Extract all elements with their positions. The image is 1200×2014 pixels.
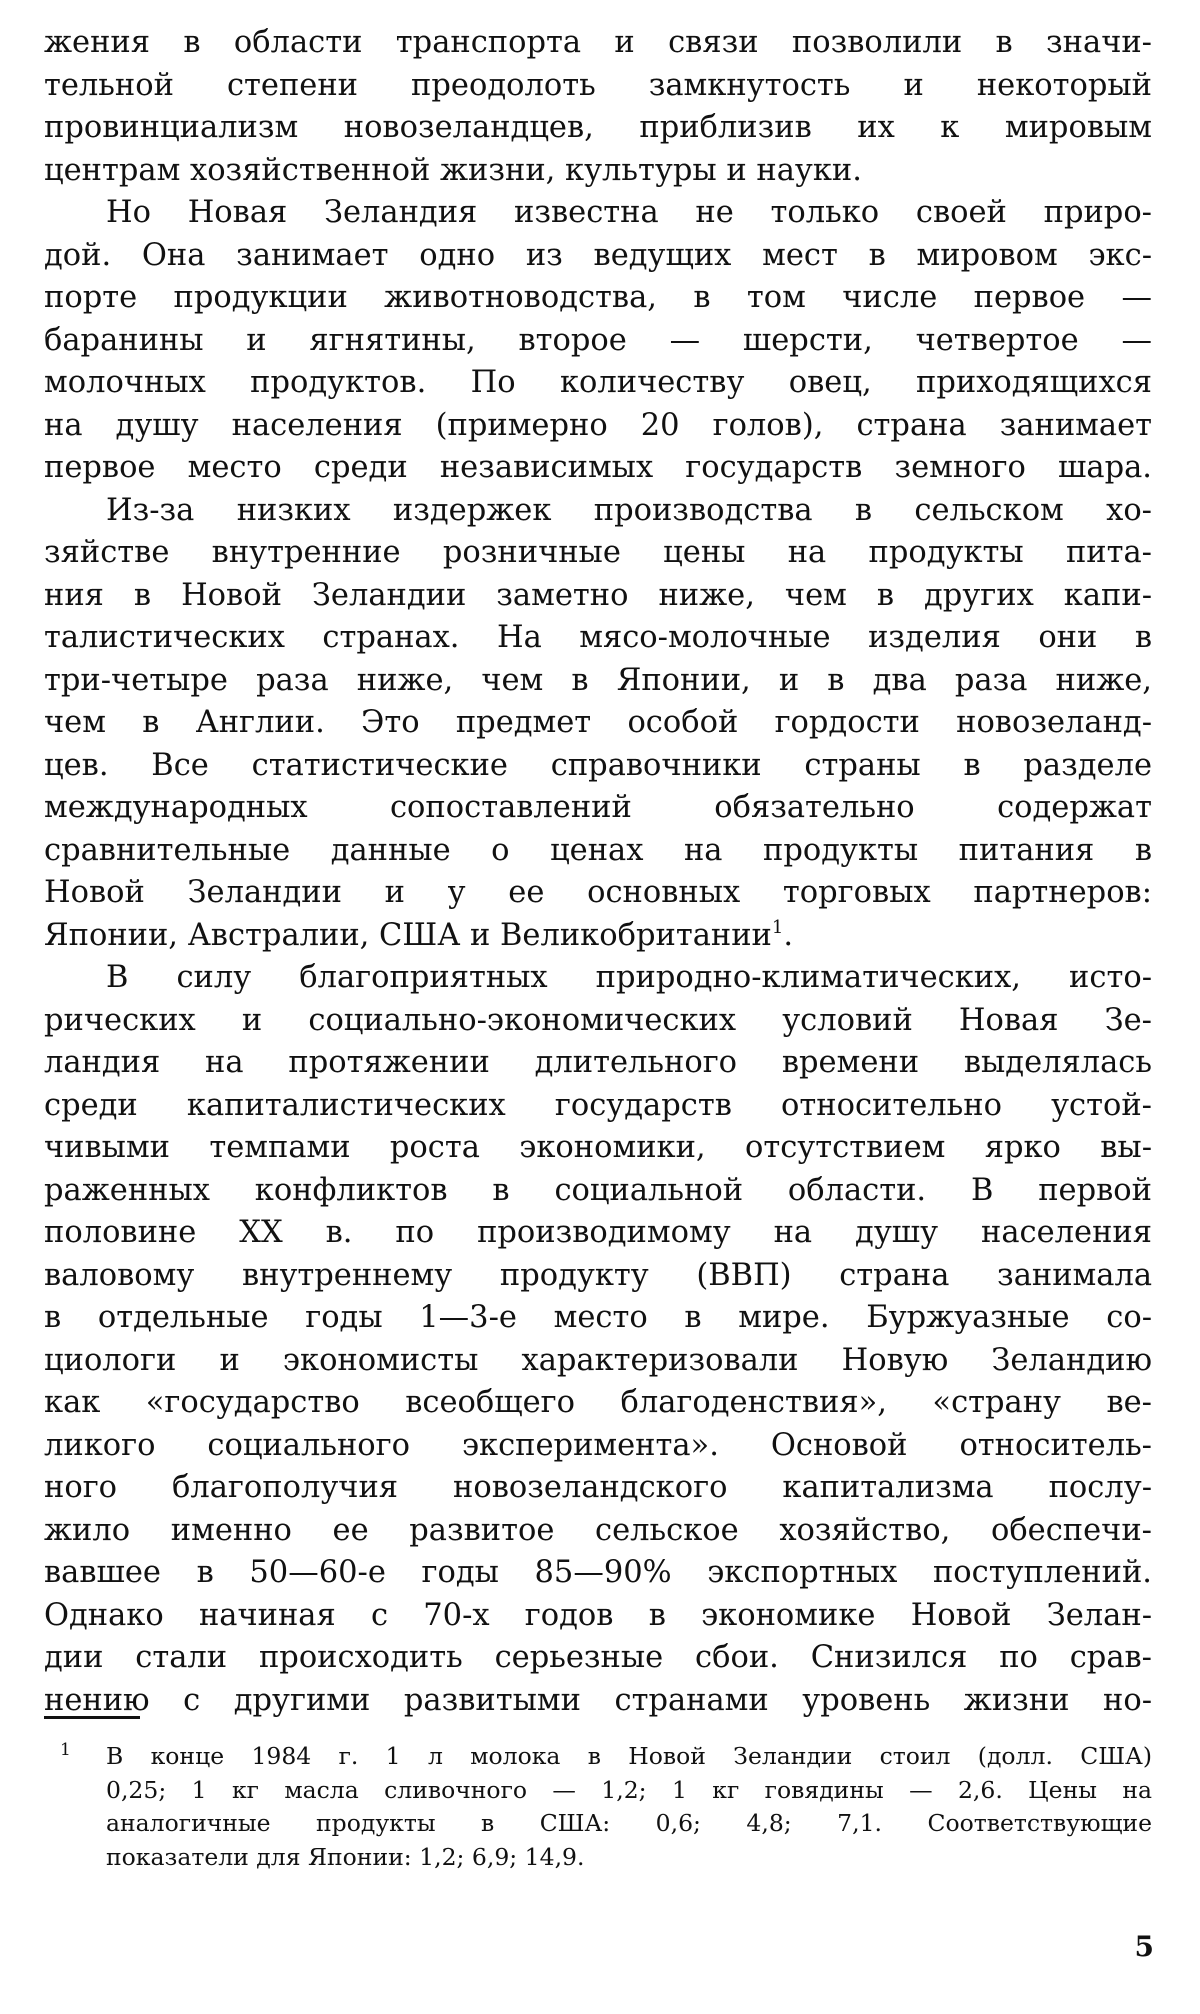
- text-line: цев. Все статистические справочники страны в разделе: [44, 747, 1152, 783]
- text-line: на душу населения (примерно 20 голов), страна занимает: [44, 407, 1152, 443]
- text-line: в отдельные годы 1—3-е место в мире. Буржуазные со-: [44, 1300, 1152, 1335]
- text-line: международных сопоставлений обязательно содержат: [44, 790, 1152, 825]
- text-line: тельной степени преодолоть замкнутость и некоторый: [44, 67, 1152, 103]
- text-line: среди капиталистических государств относительно устой-: [44, 1087, 1152, 1123]
- text-line: Однако начиная с 70-х годов в экономике Новой Зелан-: [44, 1597, 1152, 1633]
- footnote-marker: 1: [60, 1740, 71, 1760]
- text-line: В силу благоприятных природно-климатических, исто-: [106, 960, 1152, 995]
- footnote-line: 0,25; 1 кг масла сливочного — 1,2; 1 кг говядины — 2,6. Цены на: [106, 1775, 1152, 1804]
- footnote-line: аналогичные продукты в США: 0,6; 4,8; 7,1. Соответствующие: [106, 1809, 1152, 1837]
- footnote-reference[interactable]: 1: [771, 916, 784, 938]
- text-line: молочных продуктов. По количеству овец, приходящихся: [44, 365, 1152, 400]
- footnote: [44, 1740, 1152, 1874]
- text-line: чем в Англии. Это предмет особой гордости новозеланд-: [44, 705, 1152, 740]
- footnote-divider: [44, 1716, 140, 1719]
- text-line: рических и социально-экономических условий Новая Зе-: [44, 1002, 1152, 1038]
- text-line: зяйстве внутренние розничные цены на продукты пита-: [44, 535, 1152, 570]
- text-line: три-четыре раза ниже, чем в Японии, и в два раза ниже,: [44, 662, 1152, 698]
- text-line: жения в области транспорта и связи позволили в значи-: [44, 25, 1152, 60]
- text-line: ного благополучия новозеландского капитализма послу-: [44, 1470, 1152, 1505]
- text-line: первое место среди независимых государств земного шара.: [44, 450, 1152, 485]
- text-line: циологи и экономисты характеризовали Новую Зеландию: [44, 1342, 1152, 1378]
- text-line: ландия на протяжении длительного времени выделялась: [44, 1045, 1152, 1080]
- text-line: порте продукции животноводства, в том числе первое —: [44, 280, 1152, 315]
- text-line: Новой Зеландии и у ее основных торговых партнеров:: [44, 875, 1152, 910]
- text-line: раженных конфликтов в социальной области. В первой: [44, 1172, 1152, 1208]
- text-line: дии стали происходить серьезные сбои. Снизился по срав-: [44, 1640, 1152, 1675]
- text-line: [44, 915, 1152, 958]
- text-line: ликого социального эксперимента». Основой относитель-: [44, 1427, 1152, 1463]
- text-line: талистических странах. На мясо-молочные изделия они в: [44, 620, 1152, 655]
- text-line: баранины и ягнятины, второе — шерсти, четвертое —: [44, 322, 1152, 358]
- footnote-line-text: В конце 1984 г. 1 л молока в Новой Зеландии стоил (долл. США): [106, 1742, 1152, 1770]
- text-line: жило именно ее развитое сельское хозяйство, обеспечи-: [44, 1512, 1152, 1548]
- text-line: нению с другими развитыми странами уровень жизни но-: [44, 1682, 1152, 1718]
- text-line-content: Японии, Австралии, США и Великобритании: [44, 917, 772, 953]
- text-line: Но Новая Зеландия известна не только своей приро-: [106, 195, 1152, 230]
- text-line: Из-за низких издержек производства в сельском хо-: [106, 492, 1152, 528]
- text-line: ния в Новой Зеландии заметно ниже, чем в других капи-: [44, 577, 1152, 613]
- text-line-end: .: [783, 917, 794, 953]
- text-line: валовому внутреннему продукту (ВВП) страна занимала: [44, 1257, 1152, 1293]
- text-line: центрам хозяйственной жизни, культуры и науки.: [44, 152, 862, 188]
- text-line: провинциализм новозеландцев, приблизив их к мировым: [44, 110, 1152, 145]
- text-line: чивыми темпами роста экономики, отсутствием ярко вы-: [44, 1130, 1152, 1165]
- text-line: сравнительные данные о ценах на продукты питания в: [44, 832, 1152, 868]
- main-text: [44, 22, 1152, 1722]
- footnote-line: [44, 1740, 1152, 1774]
- text-line: как «государство всеобщего благоденствия», «страну ве-: [44, 1385, 1152, 1420]
- text-line: вавшее в 50—60-е годы 85—90% экспортных поступлений.: [44, 1555, 1152, 1590]
- text-line: половине XX в. по производимому на душу населения: [44, 1215, 1152, 1250]
- footnote-line: показатели для Японии: 1,2; 6,9; 14,9.: [106, 1842, 585, 1871]
- text-line: дой. Она занимает одно из ведущих мест в мировом экс-: [44, 237, 1152, 273]
- page-number: 5: [1134, 1930, 1154, 1963]
